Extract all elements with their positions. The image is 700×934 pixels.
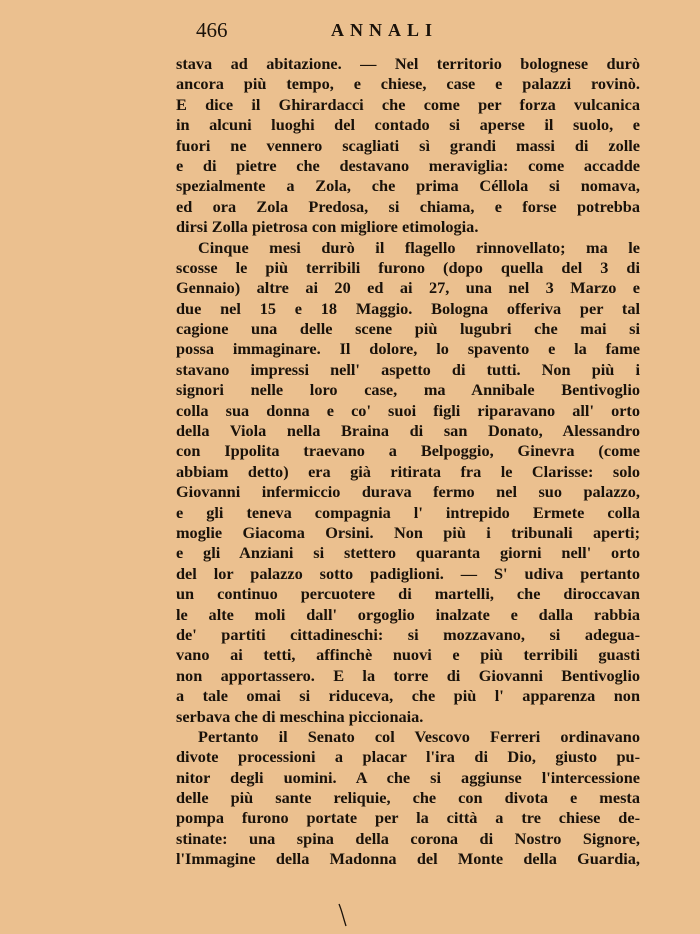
text-line: spezialmente a Zola, che prima Céllola si nomava,	[176, 176, 640, 196]
text-line: stavano impressi nell' aspetto di tutti. Non più i	[176, 359, 640, 379]
text-line: moglie Giacoma Orsini. Non più i tribunali aperti;	[176, 522, 640, 542]
text-line: stava ad abitazione. — Nel territorio bolognese durò	[176, 54, 640, 73]
text-line: Cinque mesi durò il flagello rinnovellato; ma le	[198, 237, 640, 257]
text-line: e di pietre che destavano meraviglia: come accadde	[176, 155, 640, 175]
text-line: cagione una delle scene più lugubri che mai si	[176, 319, 640, 339]
text-line: a tale omai si riduceva, che più l' apparenza non	[176, 686, 640, 706]
text-line: abbiam detto) era già ritirata fra le Clarisse: solo	[176, 461, 640, 481]
text-line: divote processioni a placar l'ira di Dio, giusto pu-	[176, 747, 640, 767]
text-line: in alcuni luoghi del contado si aperse il suolo, e	[176, 115, 640, 135]
text-line: le alte moli dall' orgoglio inalzate e dalla rabbia	[176, 604, 640, 624]
text-line: de' partiti cittadineschi: si mozzavano, si adegua-	[176, 624, 640, 644]
text-line: un continuo percuotere di martelli, che diroccavan	[176, 584, 640, 604]
text-line: scosse le più terribili furono (dopo quella del 3 di	[176, 257, 640, 277]
text-line: fuori ne vennero scagliati sì grandi massi di zolle	[176, 135, 640, 155]
page-header	[176, 16, 640, 46]
text-line: possa immaginare. Il dolore, lo spavento e la fame	[176, 339, 640, 359]
running-title: ANNALI	[331, 20, 439, 40]
text-line: e gli teneva compagnia l' intrepido Ermete colla	[176, 502, 640, 522]
text-line: e gli Anziani si stettero quaranta giorni nell' orto	[176, 543, 640, 563]
body-text	[176, 54, 640, 870]
text-line: nitor degli uomini. A che si aggiunse l'intercessione	[176, 767, 640, 787]
text-line: Pertanto il Senato col Vescovo Ferreri ordinavano	[198, 726, 640, 746]
text-line: colla sua donna e co' suoi figli riparavano all' orto	[176, 400, 640, 420]
text-line: Giovanni infermiccio durava fermo nel suo palazzo,	[176, 482, 640, 502]
text-line: non apportassero. E la torre di Giovanni Bentivoglio	[176, 665, 640, 685]
text-line: due nel 15 e 18 Maggio. Bologna offeriva per tal	[176, 298, 640, 318]
text-line: pompa furono portate per la città a tre chiese de-	[176, 808, 640, 828]
text-line: vano ai tetti, affinchè nuovi e più terribili guasti	[176, 645, 640, 665]
text-line: dirsi Zolla pietrosa con migliore etimologia.	[176, 217, 479, 237]
text-line: signori nelle loro case, ma Annibale Bentivoglio	[176, 380, 640, 400]
text-line: con Ippolita traevano a Belpoggio, Ginevra (come	[176, 441, 640, 461]
text-line: del lor palazzo sotto padiglioni. — S' udiva pertanto	[176, 563, 640, 583]
text-line: delle più sante reliquie, che con divota e mesta	[176, 788, 640, 808]
text-line: stinate: una spina della corona di Nostro Signore,	[176, 828, 640, 848]
text-line: ed ora Zola Predosa, si chiama, e forse potrebba	[176, 196, 640, 216]
page-number: 466	[196, 18, 228, 42]
text-line: Gennaio) altre ai 20 ed ai 27, una nel 3 Marzo e	[176, 278, 640, 298]
text-line: serbava che di meschina piccionaia.	[176, 706, 424, 726]
text-line: ancora più tempo, e chiese, case e palazzi rovinò.	[176, 74, 640, 94]
text-line: l'Immagine della Madonna del Monte della Guardia,	[176, 849, 640, 869]
printer-mark	[337, 903, 347, 927]
text-line: E dice il Ghirardacci che come per forza vulcanica	[176, 94, 640, 114]
text-line: della Viola nella Braina di san Donato, Alessandro	[176, 421, 640, 441]
